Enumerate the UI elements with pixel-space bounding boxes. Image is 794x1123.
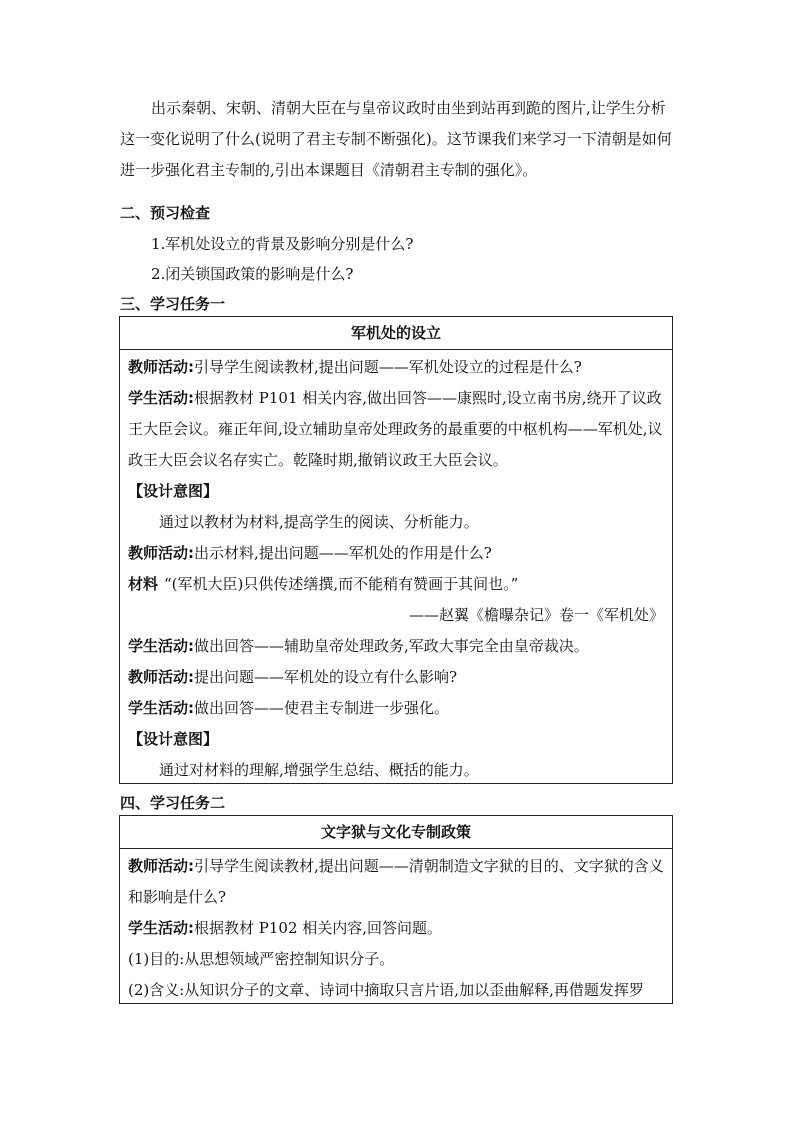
student-activity-label: 学生活动: xyxy=(128,919,194,937)
student-activity-4 xyxy=(128,913,664,944)
task-2-box-title: 文字狱与文化专制政策 xyxy=(120,816,672,849)
design-intent-text-1: 通过以教材为材料,提高学生的阅读、分析能力。 xyxy=(159,513,479,531)
section-heading-task-1: 三、学习任务一 xyxy=(120,295,226,313)
task-2-box xyxy=(119,815,673,1004)
student-activity-text: 做出回答——使君主专制进一步强化。 xyxy=(194,699,450,717)
task-1-box-title: 军机处的设立 xyxy=(120,317,672,350)
preview-question-2: 2.闭关锁国政策的影响是什么? xyxy=(151,265,354,283)
design-intent-tag-2: 【设计意图】 xyxy=(128,730,219,748)
student-activity-text: 根据教材 P101 相关内容,做出回答——康熙时,设立南书房,绕开了议政王大臣会议。雍正年间,设立辅助皇帝处理政务的最重要的中枢机构——军机处,议政王大臣会议名存实亡。乾隆时期,撤销议政王大臣会议。 xyxy=(128,389,663,469)
student-activity-text: 根据教材 P102 相关内容,回答问题。 xyxy=(194,919,443,937)
intro-paragraph: 出示秦朝、宋朝、清朝大臣在与皇帝议政时由坐到站再到跪的图片,让学生分析这一变化说明了什么(说明了君主专制不断强化)。这节课我们来学习一下清朝是如何进一步强化君主专制的,引出本课题目《清朝君主专制的强化》。 xyxy=(120,99,672,179)
task-1-box xyxy=(119,316,673,784)
teacher-activity-text: 引导学生阅读教材,提出问题——军机处设立的过程是什么? xyxy=(194,358,582,376)
task-2-box-body xyxy=(120,849,672,1006)
material-text: “(军机大臣)只供传述缮撰,而不能稍有赞画于其间也。” xyxy=(164,575,519,593)
teacher-activity-text: 出示材料,提出问题——军机处的作用是什么? xyxy=(194,544,492,562)
teacher-activity-label: 教师活动: xyxy=(128,544,194,562)
material-label: 材料 xyxy=(128,575,159,593)
answer-purpose: (1)目的:从思想领域严密控制知识分子。 xyxy=(128,950,395,968)
section-heading-preview-check: 二、预习检查 xyxy=(120,204,211,222)
teacher-activity-2 xyxy=(128,538,664,569)
student-activity-label: 学生活动: xyxy=(128,699,194,717)
task-1-box-body xyxy=(120,350,672,786)
teacher-activity-label: 教师活动: xyxy=(128,358,194,376)
section-heading-task-2: 四、学习任务二 xyxy=(120,794,226,812)
teacher-activity-4 xyxy=(128,851,664,913)
student-activity-3 xyxy=(128,693,664,724)
teacher-activity-1 xyxy=(128,352,664,383)
teacher-activity-label: 教师活动: xyxy=(128,668,194,686)
design-intent-text-2: 通过对材料的理解,增强学生总结、概括的能力。 xyxy=(159,761,479,779)
student-activity-text: 做出回答——辅助皇帝处理政务,军政大事完全由皇帝裁决。 xyxy=(194,637,589,655)
teacher-activity-3 xyxy=(128,662,664,693)
preview-question-1: 1.军机处设立的背景及影响分别是什么? xyxy=(151,235,414,253)
teacher-activity-text: 引导学生阅读教材,提出问题——清朝制造文字狱的目的、文字狱的含义和影响是什么? xyxy=(128,857,664,906)
student-activity-label: 学生活动: xyxy=(128,637,194,655)
material-source: ——赵翼《檐曝杂记》卷一《军机处》 xyxy=(408,606,664,624)
student-activity-label: 学生活动: xyxy=(128,389,194,407)
teacher-activity-label: 教师活动: xyxy=(128,857,194,875)
student-activity-2 xyxy=(128,631,664,662)
answer-meaning: (2)含义:从知识分子的文章、诗词中摘取只言片语,加以歪曲解释,再借题发挥罗 xyxy=(128,981,644,999)
teacher-activity-text: 提出问题——军机处的设立有什么影响? xyxy=(194,668,458,686)
design-intent-tag-1: 【设计意图】 xyxy=(128,482,219,500)
material-quote xyxy=(128,569,664,600)
student-activity-1 xyxy=(128,383,664,476)
